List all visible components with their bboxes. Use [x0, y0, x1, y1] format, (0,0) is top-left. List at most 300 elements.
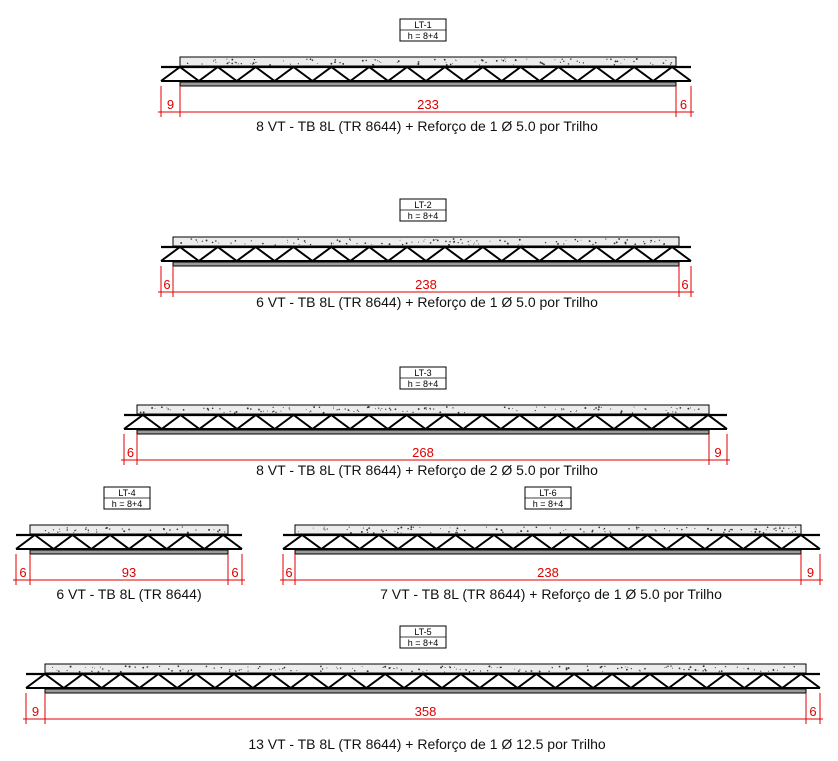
aggregate-dot — [357, 410, 358, 411]
aggregate-dot — [563, 61, 564, 62]
left-support-dimension: 6 — [285, 565, 293, 580]
aggregate-dot — [610, 58, 612, 60]
aggregate-dot — [320, 670, 322, 672]
aggregate-dot — [435, 239, 436, 240]
aggregate-dot — [604, 531, 605, 532]
aggregate-dot — [456, 530, 457, 531]
aggregate-dot — [583, 531, 584, 532]
aggregate-dot — [723, 532, 724, 533]
aggregate-dot — [464, 412, 465, 413]
truss-diagonal — [275, 415, 313, 429]
aggregate-dot — [777, 670, 778, 671]
truss-diagonal — [436, 535, 474, 549]
aggregate-dot — [556, 241, 557, 242]
aggregate-dot — [191, 238, 193, 240]
aggregate-dot — [628, 528, 630, 530]
aggregate-dot — [754, 528, 755, 529]
aggregate-dot — [462, 242, 463, 243]
span-dimension: 268 — [412, 445, 434, 460]
slab-id-label: LT-5 — [414, 627, 432, 637]
aggregate-dot — [698, 409, 699, 410]
slab-height-label: h = 8+4 — [407, 31, 439, 41]
aggregate-dot — [177, 665, 179, 667]
aggregate-dot — [560, 532, 562, 534]
aggregate-dot — [337, 239, 339, 241]
truss-diagonal — [366, 674, 404, 688]
aggregate-dot — [412, 412, 413, 413]
aggregate-dot — [379, 61, 380, 62]
aggregate-dot — [606, 59, 607, 60]
aggregate-dot — [719, 671, 720, 672]
concrete-topping — [180, 57, 676, 66]
aggregate-dot — [666, 410, 667, 411]
truss-diagonal — [464, 67, 502, 81]
aggregate-dot — [254, 59, 255, 60]
aggregate-dot — [299, 244, 300, 245]
aggregate-dot — [576, 411, 577, 412]
aggregate-dot — [446, 406, 448, 408]
aggregate-dot — [212, 242, 214, 244]
truss-diagonal — [321, 535, 359, 549]
aggregate-dot — [594, 409, 595, 410]
aggregate-dot — [208, 409, 210, 411]
aggregate-dot — [666, 667, 667, 668]
aggregate-dot — [361, 531, 363, 533]
aggregate-dot — [514, 669, 515, 670]
aggregate-dot — [527, 530, 529, 532]
aggregate-dot — [364, 242, 366, 244]
aggregate-dot — [280, 411, 281, 412]
aggregate-dot — [609, 531, 610, 532]
precast-beam — [180, 82, 676, 86]
aggregate-dot — [478, 243, 479, 244]
aggregate-dot — [180, 242, 182, 244]
aggregate-dot — [603, 529, 604, 530]
aggregate-dot — [694, 528, 695, 529]
aggregate-dot — [333, 408, 334, 409]
aggregate-dot — [334, 61, 336, 63]
aggregate-dot — [212, 407, 214, 409]
aggregate-dot — [474, 243, 475, 244]
aggregate-dot — [670, 665, 671, 666]
aggregate-dot — [129, 666, 131, 668]
aggregate-dot — [53, 529, 54, 530]
aggregate-dot — [272, 407, 273, 408]
aggregate-dot — [419, 527, 420, 528]
aggregate-dot — [448, 244, 450, 246]
truss-lattice — [26, 674, 820, 688]
aggregate-dot — [411, 670, 413, 672]
aggregate-dot — [663, 62, 665, 64]
aggregate-dot — [418, 242, 419, 243]
truss-diagonal — [253, 674, 291, 688]
aggregate-dot — [460, 669, 461, 670]
aggregate-dot — [229, 669, 230, 670]
aggregate-dot — [592, 244, 593, 245]
left-support-dimension: 6 — [163, 277, 171, 292]
aggregate-dot — [75, 529, 76, 530]
aggregate-dot — [439, 411, 441, 413]
aggregate-dot — [632, 412, 633, 413]
aggregate-dot — [215, 62, 216, 63]
aggregate-dot — [767, 526, 769, 528]
aggregate-dot — [250, 63, 251, 64]
aggregate-dot — [349, 238, 351, 240]
aggregate-dot — [460, 239, 462, 241]
right-support-dimension: 6 — [231, 565, 239, 580]
aggregate-dot — [473, 670, 474, 671]
aggregate-dot — [671, 62, 672, 63]
aggregate-dot — [655, 529, 656, 530]
aggregate-dot — [555, 409, 556, 410]
aggregate-dot — [401, 532, 402, 533]
truss-diagonal — [177, 674, 215, 688]
aggregate-dot — [312, 59, 314, 61]
aggregate-dot — [313, 528, 314, 529]
truss-diagonal — [139, 674, 177, 688]
aggregate-dot — [781, 530, 783, 532]
aggregate-dot — [468, 244, 469, 245]
aggregate-dot — [380, 410, 381, 411]
aggregate-dot — [554, 59, 555, 60]
aggregate-dot — [504, 59, 505, 60]
aggregate-dot — [499, 240, 501, 242]
aggregate-dot — [238, 63, 239, 64]
aggregate-dot — [508, 408, 510, 410]
aggregate-dot — [518, 670, 520, 672]
truss-diagonal — [312, 247, 350, 261]
aggregate-dot — [562, 59, 563, 60]
aggregate-dot — [197, 242, 198, 243]
aggregate-dot — [339, 62, 340, 63]
aggregate-dot — [500, 667, 502, 669]
aggregate-dot — [347, 529, 348, 530]
aggregate-dot — [519, 669, 520, 670]
truss-diagonal — [16, 535, 54, 549]
truss-diagonal — [631, 674, 669, 688]
truss-diagonal — [590, 535, 628, 549]
aggregate-dot — [575, 239, 577, 241]
span-dimension: 238 — [537, 565, 559, 580]
slab-drawing-lt-1 — [158, 19, 694, 134]
truss-diagonal — [689, 415, 727, 429]
aggregate-dot — [398, 60, 400, 62]
aggregate-dot — [368, 527, 370, 529]
aggregate-dot — [601, 407, 602, 408]
aggregate-dot — [279, 669, 280, 670]
aggregate-dot — [381, 243, 382, 244]
aggregate-dot — [214, 668, 215, 669]
aggregate-dot — [350, 240, 351, 241]
right-support-dimension: 6 — [809, 704, 817, 719]
aggregate-dot — [66, 529, 68, 531]
aggregate-dot — [602, 671, 603, 672]
aggregate-dot — [310, 411, 311, 412]
aggregate-dot — [683, 669, 684, 670]
truss-diagonal — [426, 67, 464, 81]
slab-tag — [400, 19, 446, 41]
aggregate-dot — [258, 409, 260, 411]
aggregate-dot — [430, 532, 431, 533]
aggregate-dot — [633, 61, 634, 62]
aggregate-dot — [305, 242, 306, 243]
aggregate-dot — [323, 528, 324, 529]
aggregate-dot — [621, 63, 622, 64]
truss-diagonal — [480, 674, 518, 688]
aggregate-dot — [235, 240, 237, 242]
dimension-line — [23, 693, 823, 724]
aggregate-dot — [650, 242, 651, 243]
aggregate-dot — [293, 243, 294, 244]
aggregate-dot — [102, 668, 104, 670]
aggregate-dot — [577, 61, 578, 62]
aggregate-dot — [679, 667, 681, 669]
aggregate-dot — [687, 408, 689, 410]
aggregate-dot — [123, 530, 125, 532]
aggregate-dot — [704, 669, 706, 671]
aggregate-dot — [362, 666, 363, 667]
aggregate-dot — [681, 529, 683, 531]
aggregate-dot — [690, 407, 691, 408]
slab-height-label: h = 8+4 — [407, 638, 439, 648]
aggregate-dot — [219, 408, 220, 409]
aggregate-dot — [263, 411, 264, 412]
aggregate-dot — [395, 408, 397, 410]
aggregate-dot — [617, 60, 619, 62]
aggregate-dot — [625, 243, 627, 245]
truss-diagonal — [124, 415, 162, 429]
aggregate-dot — [310, 58, 312, 60]
aggregate-dot — [469, 671, 470, 672]
aggregate-dot — [580, 528, 582, 530]
aggregate-dot — [306, 409, 307, 410]
aggregate-dot — [636, 58, 638, 60]
aggregate-dot — [58, 670, 60, 672]
truss-diagonal — [743, 535, 781, 549]
aggregate-dot — [228, 62, 229, 63]
aggregate-dot — [142, 667, 144, 669]
aggregate-dot — [783, 666, 784, 667]
truss-diagonal — [360, 535, 398, 549]
truss-lattice — [283, 535, 820, 549]
aggregate-dot — [675, 411, 676, 412]
aggregate-dot — [79, 671, 81, 673]
aggregate-dot — [309, 412, 310, 413]
aggregate-dot — [389, 243, 391, 245]
aggregate-dot — [531, 670, 533, 672]
aggregate-dot — [570, 58, 571, 59]
aggregate-dot — [385, 409, 386, 410]
aggregate-dot — [284, 667, 286, 669]
aggregate-dot — [143, 411, 145, 413]
aggregate-dot — [490, 241, 491, 242]
aggregate-dot — [482, 60, 484, 62]
aggregate-dot — [644, 243, 646, 245]
aggregate-dot — [614, 64, 615, 65]
aggregate-dot — [434, 59, 436, 61]
aggregate-dot — [86, 527, 87, 528]
aggregate-dot — [317, 63, 318, 64]
aggregate-dot — [203, 408, 204, 409]
aggregate-dot — [159, 666, 160, 667]
aggregate-dot — [217, 531, 218, 532]
aggregate-dot — [456, 532, 457, 533]
aggregate-dot — [250, 408, 252, 410]
dimension-line — [158, 266, 694, 297]
aggregate-dot — [342, 63, 344, 65]
truss-diagonal — [615, 247, 653, 261]
aggregate-dot — [512, 408, 513, 409]
aggregate-dot — [595, 242, 597, 244]
aggregate-dot — [563, 530, 564, 531]
aggregate-dot — [380, 62, 381, 63]
truss-diagonal — [350, 247, 388, 261]
aggregate-dot — [247, 671, 248, 672]
aggregate-dot — [283, 60, 284, 61]
aggregate-dot — [151, 407, 153, 409]
aggregate-dot — [686, 527, 687, 528]
aggregate-dot — [671, 407, 672, 408]
aggregate-dot — [373, 64, 374, 65]
aggregate-dot — [655, 530, 656, 531]
aggregate-dot — [260, 411, 262, 413]
aggregate-dot — [247, 407, 249, 409]
aggregate-dot — [378, 407, 379, 408]
aggregate-dot — [426, 670, 427, 671]
aggregate-dot — [772, 669, 774, 671]
aggregate-dot — [269, 64, 271, 66]
truss-diagonal — [463, 415, 501, 429]
aggregate-dot — [239, 670, 240, 671]
aggregate-dot — [645, 408, 646, 409]
aggregate-dot — [719, 671, 720, 672]
aggregate-dot — [667, 412, 669, 414]
truss-diagonal — [502, 247, 540, 261]
aggregate-dot — [598, 406, 600, 408]
aggregate-dot — [195, 529, 196, 530]
aggregate-dot — [775, 527, 776, 528]
aggregate-dot — [187, 532, 189, 534]
aggregate-dot — [621, 410, 623, 412]
aggregate-dot — [638, 527, 639, 528]
aggregate-dot — [721, 670, 723, 672]
aggregate-dot — [275, 244, 276, 245]
aggregate-dot — [330, 63, 332, 65]
aggregate-dot — [333, 407, 334, 408]
aggregate-dot — [664, 667, 665, 668]
aggregate-dot — [223, 412, 224, 413]
truss-diagonal — [539, 415, 577, 429]
aggregate-dot — [654, 241, 655, 242]
aggregate-dot — [670, 64, 671, 65]
span-dimension: 238 — [415, 277, 437, 292]
aggregate-dot — [296, 670, 297, 671]
aggregate-dot — [763, 532, 765, 534]
aggregate-dot — [544, 64, 545, 65]
aggregate-dot — [665, 60, 666, 61]
aggregate-dot — [667, 666, 668, 667]
aggregate-dot — [589, 240, 591, 242]
aggregate-dot — [676, 408, 677, 409]
aggregate-dot — [479, 64, 480, 65]
aggregate-dot — [208, 529, 210, 531]
aggregate-dot — [297, 238, 299, 240]
aggregate-dot — [795, 527, 796, 528]
aggregate-dot — [563, 409, 564, 410]
aggregate-dot — [57, 532, 58, 533]
aggregate-dot — [327, 528, 328, 529]
aggregate-dot — [289, 409, 290, 410]
aggregate-dot — [96, 531, 97, 532]
aggregate-dot — [67, 670, 68, 671]
slab-drawing-lt-3 — [121, 367, 730, 478]
aggregate-dot — [617, 668, 619, 670]
aggregate-dot — [536, 407, 537, 408]
aggregate-dot — [375, 408, 376, 409]
truss-diagonal — [204, 535, 242, 549]
aggregate-dot — [650, 240, 652, 242]
truss-diagonal — [161, 247, 199, 261]
truss-diagonal — [540, 67, 578, 81]
aggregate-dot — [287, 240, 288, 241]
aggregate-dot — [231, 59, 233, 61]
aggregate-dot — [450, 64, 452, 66]
slab-height-label: h = 8+4 — [407, 379, 439, 389]
aggregate-dot — [587, 669, 589, 671]
truss-diagonal — [614, 415, 652, 429]
truss-diagonal — [237, 247, 275, 261]
aggregate-dot — [504, 406, 506, 408]
aggregate-dot — [605, 238, 606, 239]
aggregate-dot — [779, 527, 780, 528]
aggregate-dot — [659, 240, 660, 241]
aggregate-dot — [183, 669, 184, 670]
aggregate-dot — [539, 670, 541, 672]
aggregate-dot — [218, 243, 219, 244]
aggregate-dot — [128, 529, 130, 531]
aggregate-dot — [755, 528, 757, 530]
aggregate-dot — [664, 528, 665, 529]
aggregate-dot — [669, 530, 670, 531]
aggregate-dot — [401, 669, 402, 670]
slab-caption: 6 VT - TB 8L (TR 8644) + Reforço de 1 Ø 5.0 por Trilho — [256, 294, 598, 310]
aggregate-dot — [59, 531, 60, 532]
aggregate-dot — [333, 243, 334, 244]
aggregate-dot — [458, 412, 460, 414]
aggregate-dot — [598, 527, 600, 529]
aggregate-dot — [407, 528, 409, 530]
aggregate-dot — [339, 240, 341, 242]
span-dimension: 233 — [417, 97, 439, 112]
slab-caption: 8 VT - TB 8L (TR 8644) + Reforço de 2 Ø 5.0 por Trilho — [256, 462, 598, 478]
aggregate-dot — [177, 528, 179, 530]
aggregate-dot — [98, 671, 100, 673]
slab-drawing-lt-4 — [13, 487, 245, 602]
aggregate-dot — [568, 667, 570, 669]
aggregate-dot — [437, 240, 439, 242]
truss-diagonal — [199, 67, 237, 81]
precast-beam — [137, 430, 709, 434]
aggregate-dot — [579, 62, 580, 63]
aggregate-dot — [346, 243, 348, 245]
aggregate-dot — [100, 667, 101, 668]
truss-diagonal — [705, 535, 743, 549]
aggregate-dot — [150, 529, 152, 531]
aggregate-dot — [73, 532, 74, 533]
aggregate-dot — [625, 667, 626, 668]
aggregate-dot — [639, 670, 640, 671]
aggregate-dot — [562, 410, 563, 411]
